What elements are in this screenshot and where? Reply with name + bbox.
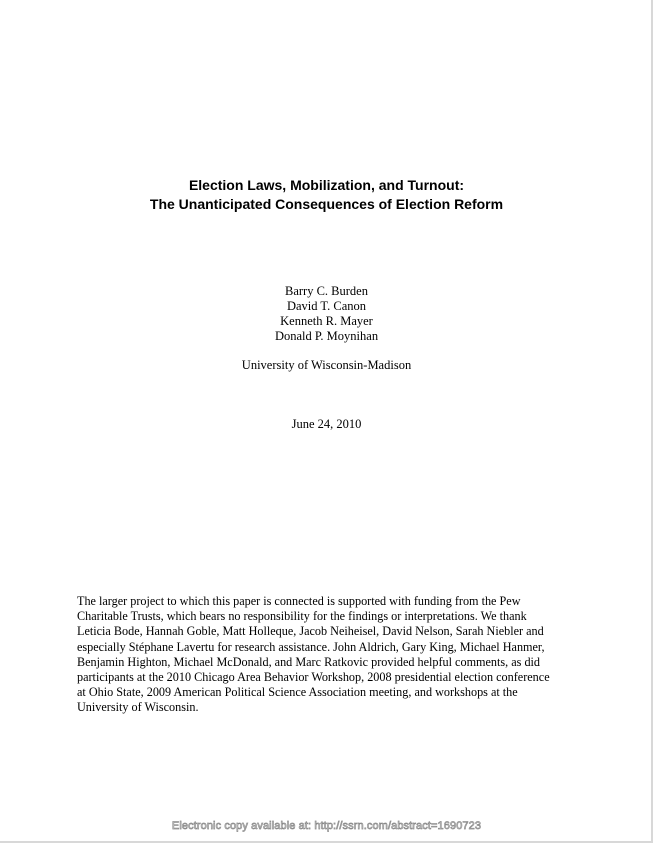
footnote-line: especially Stéphane Lavertu for research assistance. John Aldrich, Gary King, Michael Hanmer, (77, 639, 545, 654)
author-list (0, 284, 653, 344)
publication-date: June 24, 2010 (291, 417, 362, 431)
author-name: Barry C. Burden (285, 284, 368, 298)
footnote-line: The larger project to which this paper is connected is supported with funding from the Pew (77, 594, 521, 608)
title-line-2: The Unanticipated Consequences of Election Reform (149, 196, 504, 212)
footnote-line: University of Wisconsin. (77, 700, 199, 715)
footnote-line: Benjamin Highton, Michael McDonald, and Marc Ratkovic provided helpful comments, as did (77, 654, 541, 669)
ssrn-watermark: Electronic copy available at: http://ssrn.com/abstract=1690723 (171, 820, 482, 832)
footnote-line: Charitable Trusts, which bears no responsibility for the findings or interpretations. We thank (77, 609, 527, 624)
acknowledgement-footnote (77, 594, 585, 716)
author-name: Donald P. Moynihan (274, 329, 379, 343)
affiliation: University of Wisconsin-Madison (241, 358, 412, 372)
footnote-line: participants at the 2010 Chicago Area Behavior Workshop, 2008 presidential election conference (77, 670, 550, 685)
title-line-1: Election Laws, Mobilization, and Turnout: (188, 177, 465, 193)
footnote-line: at Ohio State, 2009 American Political Science Association meeting, and workshops at the (77, 685, 518, 700)
paper-title (0, 176, 653, 214)
author-name: David T. Canon (286, 299, 367, 313)
footnote-line: Leticia Bode, Hannah Goble, Matt Holleque, Jacob Neiheisel, David Nelson, Sarah Niebler and (77, 624, 544, 639)
author-name: Kenneth R. Mayer (280, 314, 373, 328)
